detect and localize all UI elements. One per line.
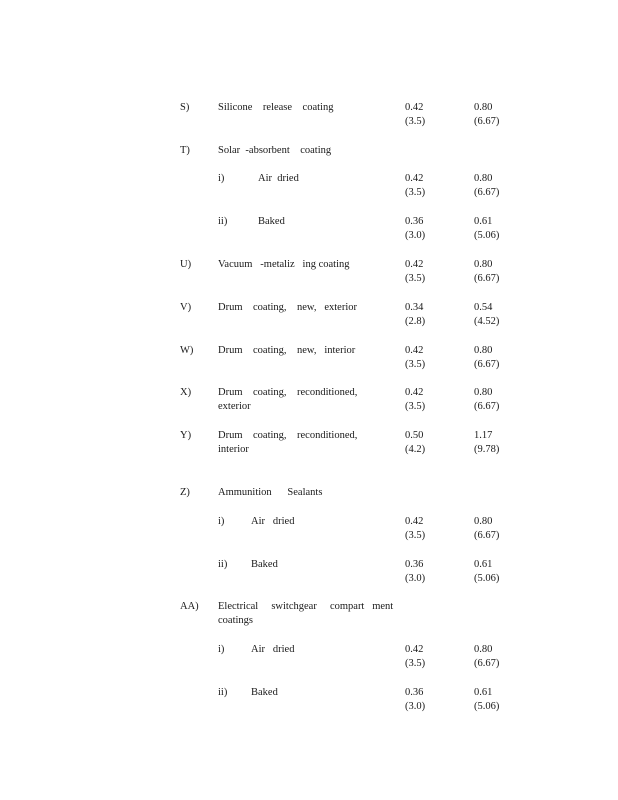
item-description: Drum coating, new, interior [218,345,356,356]
value-column-2: 0.80 (6.67) [474,387,500,412]
item-letter: Y) [180,430,192,441]
item-letter: V) [180,302,192,313]
value-column-1: 0.34 (2.8) [405,302,426,327]
table-row [0,686,618,716]
value-column-1: 0.42 (3.5) [405,387,426,412]
item-letter: T) [180,145,190,156]
item-description: Silicone release coating [218,102,334,113]
item-letter: Z) [180,487,190,498]
value-column-1: 0.42 (3.5) [405,259,426,284]
item-letter: AA) [180,601,199,612]
sub-item-number: ii) [218,559,228,570]
value-column-2: 0.80 (6.67) [474,644,500,669]
value-column-2: 0.80 (6.67) [474,102,500,127]
value-column-1: 0.36 (3.0) [405,687,426,712]
value-column-1: 0.36 (3.0) [405,559,426,584]
table-row [0,101,618,131]
value-column-2: 0.61 (5.06) [474,687,500,712]
value-column-2: 0.80 (6.67) [474,345,500,370]
item-description: Drum coating, new, exterior [218,302,357,313]
value-column-1: 0.36 (3.0) [405,216,426,241]
value-column-2: 0.80 (6.67) [474,516,500,541]
item-letter: U) [180,259,192,270]
sub-item-number: ii) [218,216,228,227]
value-column-1: 0.50 (4.2) [405,430,426,455]
value-column-2: 0.80 (6.67) [474,259,500,284]
table-row [0,215,618,245]
sub-item-text: Air dried [258,173,299,184]
item-description: Electrical switchgear compart ment coatings [218,601,394,626]
table-row [0,301,618,331]
value-column-2: 0.54 (4.52) [474,302,500,327]
table-row [0,344,618,374]
sub-item-number: ii) [218,687,228,698]
table-row [0,172,618,202]
value-column-2: 1.17 (9.78) [474,430,500,455]
table-row [0,144,618,174]
item-description: Drum coating, reconditioned, interior [218,430,358,455]
table-row [0,515,618,545]
item-description: Solar -absorbent coating [218,145,332,156]
sub-item-text: Air dried [251,516,295,527]
table-row [0,486,618,516]
item-description: Ammunition Sealants [218,487,323,498]
item-letter: X) [180,387,192,398]
item-letter: S) [180,102,190,113]
value-column-1: 0.42 (3.5) [405,173,426,198]
value-column-1: 0.42 (3.5) [405,644,426,669]
sub-item-number: i) [218,644,225,655]
sub-item-text: Baked [251,687,278,698]
table-row [0,643,618,673]
value-column-1: 0.42 (3.5) [405,516,426,541]
value-column-1: 0.42 (3.5) [405,102,426,127]
item-description: Drum coating, reconditioned, exterior [218,387,358,412]
value-column-2: 0.80 (6.67) [474,173,500,198]
value-column-2: 0.61 (5.06) [474,559,500,584]
item-description: Vacuum -metaliz ing coating [218,259,350,270]
table-row [0,429,618,459]
table-row [0,600,618,630]
table-row [0,258,618,288]
table-row [0,386,618,416]
table-row [0,558,618,588]
sub-item-text: Baked [251,559,278,570]
sub-item-number: i) [218,173,225,184]
sub-item-text: Baked [258,216,285,227]
value-column-1: 0.42 (3.5) [405,345,426,370]
value-column-2: 0.61 (5.06) [474,216,500,241]
sub-item-text: Air dried [251,644,295,655]
item-letter: W) [180,345,194,356]
sub-item-number: i) [218,516,225,527]
